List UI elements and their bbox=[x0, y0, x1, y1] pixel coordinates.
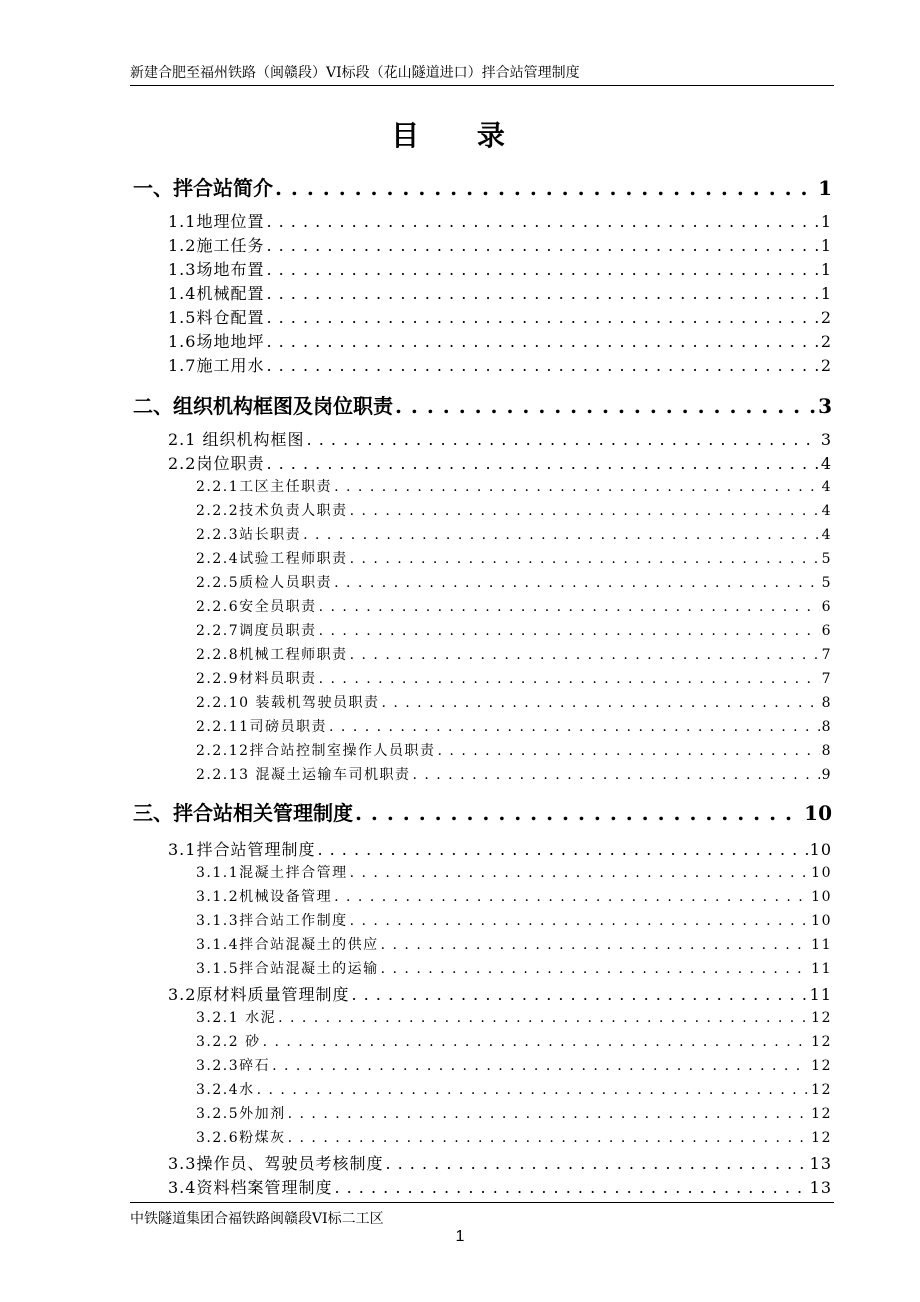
toc-entry[interactable] bbox=[168, 257, 832, 281]
toc-entry[interactable] bbox=[196, 1103, 832, 1125]
toc-label: 3.2.3碎石 bbox=[196, 1058, 271, 1074]
toc-entry[interactable] bbox=[168, 1151, 832, 1175]
toc-label: 1.2施工任务 bbox=[168, 236, 265, 255]
toc-label: 2.2.3站长职责 bbox=[196, 527, 302, 543]
toc-label: 1.7施工用水 bbox=[168, 356, 265, 375]
toc-entry[interactable] bbox=[168, 305, 832, 329]
toc-page: 4 bbox=[821, 503, 832, 519]
toc-label: 2.2.6安全员职责 bbox=[196, 599, 317, 615]
toc-label: 3.1.1混凝土拌合管理 bbox=[196, 865, 348, 881]
toc-leader bbox=[381, 937, 810, 953]
toc-label: 2.2.1工区主任职责 bbox=[196, 479, 333, 495]
toc-page: 10 bbox=[804, 801, 832, 825]
toc-leader bbox=[266, 454, 818, 473]
toc-leader bbox=[275, 176, 816, 200]
toc-page: 6 bbox=[821, 623, 832, 639]
toc-entry[interactable] bbox=[196, 958, 832, 980]
toc-label: 2.2.10 装载机驾驶员职责 bbox=[196, 695, 380, 711]
toc-leader bbox=[266, 308, 818, 327]
toc-page: 1 bbox=[820, 236, 832, 255]
toc-page: 9 bbox=[821, 767, 832, 783]
toc-entry[interactable] bbox=[196, 716, 832, 738]
toc-leader bbox=[319, 623, 820, 639]
toc-page: 7 bbox=[821, 671, 832, 687]
running-footer: 中铁隧道集团合福铁路闽赣段VI标二工区 bbox=[130, 1202, 834, 1229]
toc-label: 3.2.2 砂 bbox=[196, 1034, 261, 1050]
toc-leader bbox=[319, 599, 820, 615]
toc-entry[interactable] bbox=[196, 620, 832, 642]
toc-page: 1 bbox=[820, 212, 832, 231]
toc-page: 3 bbox=[818, 394, 832, 418]
toc-label: 2.2.13 混凝土运输车司机职责 bbox=[196, 767, 411, 783]
toc-entry[interactable] bbox=[168, 1175, 832, 1199]
toc-leader bbox=[266, 356, 818, 375]
toc-label: 3.4资料档案管理制度 bbox=[168, 1178, 333, 1197]
toc-label: 3.2.6粉煤灰 bbox=[196, 1130, 286, 1146]
toc-entry[interactable] bbox=[168, 281, 832, 305]
toc-page: 11 bbox=[811, 961, 832, 977]
toc-leader bbox=[334, 1178, 807, 1197]
toc-page: 4 bbox=[821, 527, 832, 543]
toc-page: 5 bbox=[821, 551, 832, 567]
toc-page: 12 bbox=[811, 1082, 832, 1098]
toc-entry[interactable] bbox=[196, 910, 832, 932]
toc-page: 12 bbox=[811, 1034, 832, 1050]
toc-label: 2.2.2技术负责人职责 bbox=[196, 503, 348, 519]
toc-leader bbox=[334, 889, 809, 905]
toc-label: 3.2.1 水泥 bbox=[196, 1010, 277, 1026]
toc-leader bbox=[355, 801, 802, 825]
toc-entry[interactable] bbox=[196, 1031, 832, 1053]
toc-page: 12 bbox=[811, 1058, 832, 1074]
toc-entry[interactable] bbox=[196, 1007, 832, 1029]
toc-entry[interactable] bbox=[168, 427, 832, 451]
toc-entry[interactable] bbox=[168, 982, 832, 1006]
toc-entry[interactable] bbox=[168, 353, 832, 377]
toc-page: 6 bbox=[821, 599, 832, 615]
toc-leader bbox=[381, 961, 810, 977]
toc-entry[interactable] bbox=[168, 209, 832, 233]
toc-label: 3.1.3拌合站工作制度 bbox=[196, 913, 348, 929]
toc-leader bbox=[266, 212, 818, 231]
toc-leader bbox=[351, 985, 807, 1004]
toc-label: 2.2.12拌合站控制室操作人员职责 bbox=[196, 743, 436, 759]
toc-label: 一、拌合站简介 bbox=[133, 176, 273, 200]
toc-page: 13 bbox=[809, 1178, 832, 1197]
toc-label: 3.1拌合站管理制度 bbox=[168, 840, 316, 859]
toc-leader bbox=[266, 236, 818, 255]
toc-page: 12 bbox=[811, 1106, 832, 1122]
toc-label: 3.3操作员、驾驶员考核制度 bbox=[168, 1154, 384, 1173]
toc-label: 二、组织机构框图及岗位职责 bbox=[133, 394, 393, 418]
toc-page: 12 bbox=[811, 1010, 832, 1026]
toc-entry[interactable] bbox=[168, 233, 832, 257]
toc-page: 10 bbox=[811, 889, 832, 905]
toc-leader bbox=[350, 647, 820, 663]
toc-entry[interactable] bbox=[196, 572, 832, 594]
toc-label: 2.2.5质检人员职责 bbox=[196, 575, 333, 591]
toc-page: 7 bbox=[821, 647, 832, 663]
toc-label: 1.4机械配置 bbox=[168, 284, 265, 303]
toc-entry[interactable] bbox=[196, 1079, 832, 1101]
toc-page: 11 bbox=[811, 937, 832, 953]
toc-leader bbox=[278, 1010, 809, 1026]
toc-page: 1 bbox=[818, 176, 832, 200]
toc-leader bbox=[317, 840, 807, 859]
toc-entry[interactable] bbox=[196, 862, 832, 884]
toc-entry[interactable] bbox=[196, 764, 832, 786]
toc-page: 2 bbox=[820, 332, 832, 351]
toc-leader bbox=[288, 1130, 810, 1146]
toc-leader bbox=[266, 260, 818, 279]
toc-leader bbox=[438, 743, 820, 759]
toc-page: 2 bbox=[820, 308, 832, 327]
running-header: 新建合肥至福州铁路（闽赣段）VI标段（花山隧道进口）拌合站管理制度 bbox=[130, 63, 834, 86]
toc-leader bbox=[395, 394, 816, 418]
toc-entry[interactable] bbox=[196, 476, 832, 498]
page-title: 目 录 bbox=[391, 119, 529, 152]
toc-label: 1.1地理位置 bbox=[168, 212, 265, 231]
toc-leader bbox=[334, 575, 819, 591]
toc-leader bbox=[288, 1106, 810, 1122]
toc-entry[interactable] bbox=[196, 524, 832, 546]
toc-label: 2.2.4试验工程师职责 bbox=[196, 551, 348, 567]
toc-entry[interactable] bbox=[196, 1055, 832, 1077]
toc-entry-chapter-3[interactable] bbox=[133, 797, 832, 827]
toc-label: 2.2.11司磅员职责 bbox=[196, 719, 328, 735]
toc-leader bbox=[412, 767, 819, 783]
toc-entry[interactable] bbox=[196, 886, 832, 908]
toc-leader bbox=[257, 1082, 810, 1098]
toc-entry[interactable] bbox=[196, 644, 832, 666]
page-number: 1 bbox=[455, 1228, 465, 1245]
toc-entry[interactable] bbox=[168, 837, 832, 861]
toc-page: 10 bbox=[809, 840, 832, 859]
toc-page: 8 bbox=[821, 743, 832, 759]
toc-page: 1 bbox=[820, 284, 832, 303]
toc-label: 2.1 组织机构框图 bbox=[168, 430, 305, 449]
toc-leader bbox=[350, 913, 810, 929]
toc-leader bbox=[303, 527, 819, 543]
toc-page: 10 bbox=[811, 865, 832, 881]
toc-page: 12 bbox=[811, 1130, 832, 1146]
toc-entry[interactable] bbox=[196, 934, 832, 956]
toc-leader bbox=[385, 1154, 807, 1173]
toc-page: 2 bbox=[820, 356, 832, 375]
toc-page: 5 bbox=[821, 575, 832, 591]
toc-entry-chapter-2[interactable] bbox=[133, 390, 832, 420]
toc-label: 1.5料仓配置 bbox=[168, 308, 265, 327]
toc-entry[interactable] bbox=[196, 668, 832, 690]
toc-label: 3.1.4拌合站混凝土的供应 bbox=[196, 937, 379, 953]
toc-entry[interactable] bbox=[196, 596, 832, 618]
toc-entry[interactable] bbox=[168, 329, 832, 353]
toc-page: 1 bbox=[820, 260, 832, 279]
toc-label: 1.3场地布置 bbox=[168, 260, 265, 279]
toc-page: 13 bbox=[809, 1154, 832, 1173]
toc-entry[interactable] bbox=[196, 548, 832, 570]
toc-page: 8 bbox=[821, 695, 832, 711]
toc-page: 11 bbox=[809, 985, 832, 1004]
toc-page: 10 bbox=[811, 913, 832, 929]
toc-entry[interactable] bbox=[196, 692, 832, 714]
toc-leader bbox=[266, 284, 818, 303]
toc-label: 三、拌合站相关管理制度 bbox=[133, 801, 353, 825]
toc-entry[interactable] bbox=[196, 740, 832, 762]
toc-label: 2.2.8机械工程师职责 bbox=[196, 647, 348, 663]
toc-entry[interactable] bbox=[196, 1127, 832, 1149]
toc-leader bbox=[266, 332, 818, 351]
toc-leader bbox=[350, 503, 820, 519]
toc-leader bbox=[350, 865, 810, 881]
toc-page: 4 bbox=[821, 479, 832, 495]
toc-leader bbox=[263, 1034, 810, 1050]
toc-label: 3.1.5拌合站混凝土的运输 bbox=[196, 961, 379, 977]
toc-entry[interactable] bbox=[168, 451, 832, 475]
toc-label: 3.2.5外加剂 bbox=[196, 1106, 286, 1122]
toc-leader bbox=[307, 430, 819, 449]
toc-label: 2.2岗位职责 bbox=[168, 454, 265, 473]
toc-label: 3.2原材料质量管理制度 bbox=[168, 985, 350, 1004]
toc-leader bbox=[350, 551, 820, 567]
toc-leader bbox=[334, 479, 819, 495]
toc-leader bbox=[329, 719, 820, 735]
toc-page: 8 bbox=[821, 719, 832, 735]
toc-leader bbox=[381, 695, 819, 711]
toc-label: 2.2.9材料员职责 bbox=[196, 671, 317, 687]
toc-leader bbox=[319, 671, 820, 687]
toc-label: 3.2.4水 bbox=[196, 1082, 255, 1098]
toc-page: 4 bbox=[820, 454, 832, 473]
toc-page: 3 bbox=[820, 430, 832, 449]
toc-label: 1.6场地地坪 bbox=[168, 332, 265, 351]
toc-leader bbox=[272, 1058, 809, 1074]
toc-entry[interactable] bbox=[196, 500, 832, 522]
toc-label: 2.2.7调度员职责 bbox=[196, 623, 317, 639]
toc-label: 3.1.2机械设备管理 bbox=[196, 889, 333, 905]
toc-entry-chapter-1[interactable] bbox=[133, 172, 832, 202]
